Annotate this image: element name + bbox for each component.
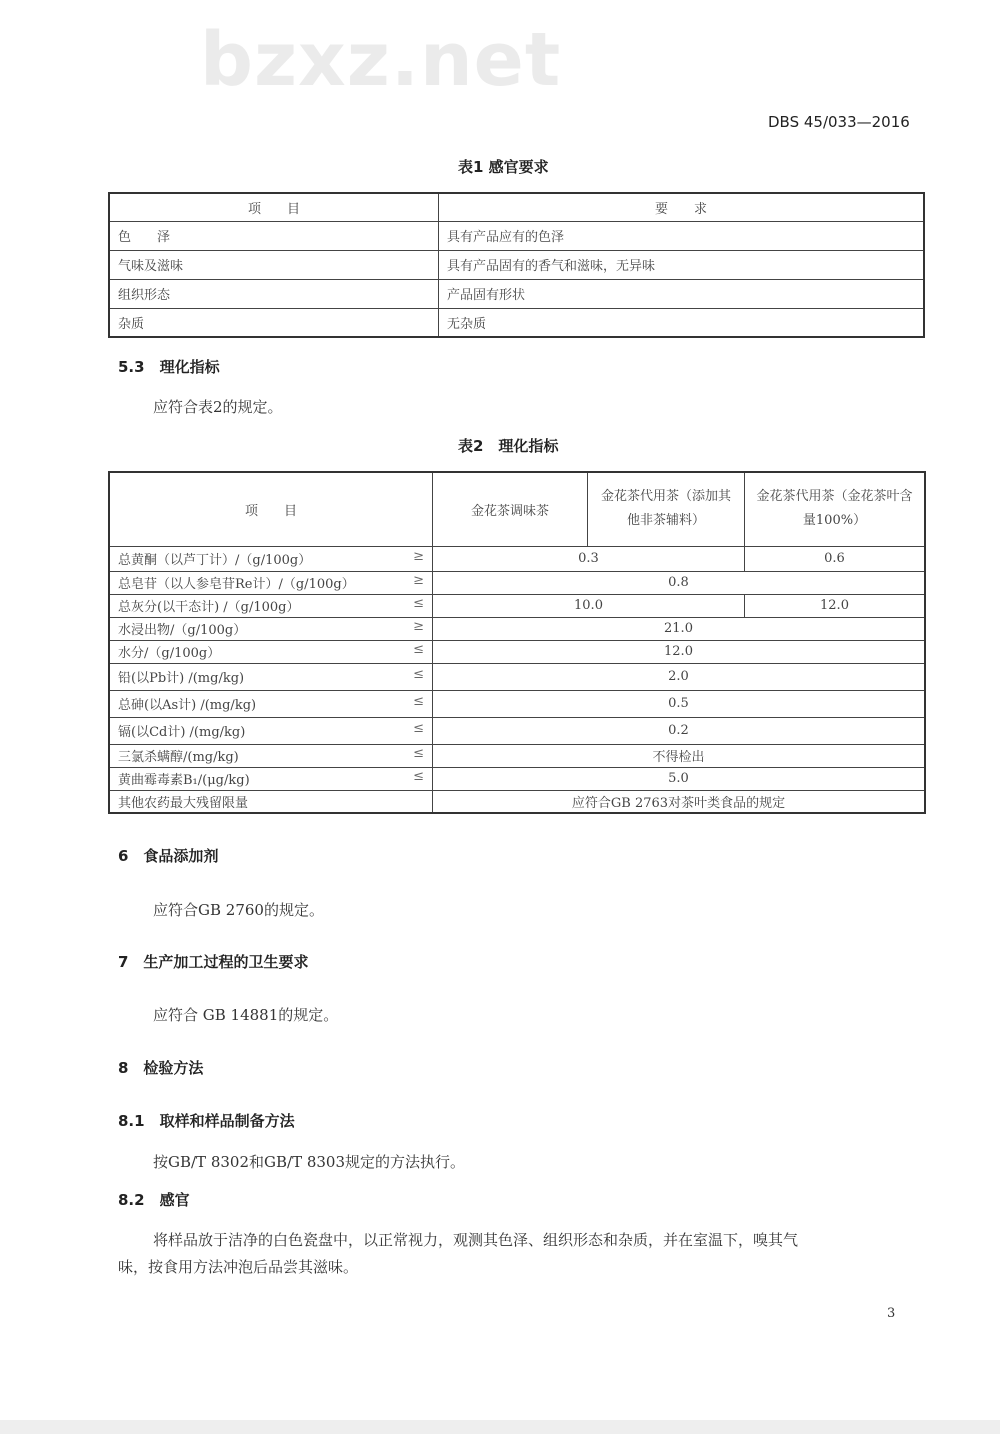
table2-value: 不得检出 [433, 744, 926, 767]
table2-row [109, 640, 925, 663]
table1-cell: 具有产品应有的色泽 [439, 221, 925, 250]
section-5-3-text: 应符合表2的规定。 [153, 398, 283, 416]
item-label: 黄曲霉毒素B₁/(μg/kg) [118, 773, 250, 788]
table1-title: 表1 感官要求 [458, 158, 549, 176]
table2-value: 0.6 [745, 546, 926, 571]
comparison-sign: ≤ [413, 667, 424, 682]
item-label: 总砷(以As计) /(mg/kg) [118, 698, 257, 713]
table1-cell: 具有产品固有的香气和滋味，无异味 [439, 250, 925, 279]
table2-row [109, 690, 925, 717]
table2-value: 10.0 [433, 594, 745, 617]
section-7-text: 应符合 GB 14881的规定。 [153, 1006, 339, 1024]
table2-row [109, 663, 925, 690]
table2-item [109, 546, 433, 571]
watermark: bzxz.net [200, 17, 562, 103]
doc-code: DBS 45/033—2016 [768, 113, 910, 131]
table2-header: 金花茶代用茶（添加其他非茶辅料） [588, 472, 745, 546]
table2-item [109, 790, 433, 813]
table2-item [109, 690, 433, 717]
table2-item [109, 640, 433, 663]
comparison-sign: ≥ [413, 573, 424, 588]
item-label: 水浸出物/（g/100g） [118, 623, 247, 638]
item-label: 镉(以Cd计) /(mg/kg) [118, 725, 246, 740]
section-8-2-heading: 8.2 感官 [118, 1191, 190, 1209]
table2-row [109, 571, 925, 594]
table1-header: 项 目 [109, 193, 439, 221]
table1-cell: 无杂质 [439, 308, 925, 337]
table2-value: 5.0 [433, 767, 926, 790]
table2-value: 0.8 [433, 571, 926, 594]
table2-header: 项 目 [109, 472, 433, 546]
table2-row [109, 617, 925, 640]
table2-row [109, 744, 925, 767]
comparison-sign: ≤ [413, 769, 424, 784]
section-8-2-text-cont: 味，按食用方法冲泡后品尝其滋味。 [118, 1258, 359, 1276]
item-label: 其他农药最大残留限量 [118, 795, 249, 811]
table2-value: 应符合GB 2763对茶叶类食品的规定 [433, 790, 926, 813]
table2-row [109, 717, 925, 744]
table2-row [109, 790, 925, 813]
table2-value: 0.2 [433, 717, 926, 744]
section-6-heading: 6 食品添加剂 [118, 847, 219, 865]
table2-value: 0.5 [433, 690, 926, 717]
table1-cell: 产品固有形状 [439, 279, 925, 308]
bottom-bar [0, 1420, 1000, 1434]
section-6-text: 应符合GB 2760的规定。 [153, 901, 324, 919]
table2-row [109, 546, 925, 571]
section-8-2-text: 将样品放于洁净的白色瓷盘中，以正常视力，观测其色泽、组织形态和杂质，并在室温下，嗅其气 [153, 1231, 799, 1249]
section-8-1-text: 按GB/T 8302和GB/T 8303规定的方法执行。 [153, 1153, 466, 1171]
table2-item [109, 617, 433, 640]
table2-value: 2.0 [433, 663, 926, 690]
item-label: 总黄酮（以芦丁计）/（g/100g） [118, 553, 312, 568]
table2-item [109, 717, 433, 744]
table1-cell: 气味及滋味 [109, 250, 439, 279]
table1 [108, 192, 925, 338]
table2-header: 金花茶调味茶 [433, 472, 588, 546]
table2-row [109, 594, 925, 617]
table1-cell: 组织形态 [109, 279, 439, 308]
table2-value: 21.0 [433, 617, 926, 640]
table1-cell: 色 泽 [109, 221, 439, 250]
comparison-sign: ≥ [413, 549, 424, 564]
table2-item [109, 571, 433, 594]
table1-cell: 杂质 [109, 308, 439, 337]
section-7-heading: 7 生产加工过程的卫生要求 [118, 953, 309, 971]
table2-item [109, 767, 433, 790]
table2-header: 金花茶代用茶（金花茶叶含量100%） [745, 472, 926, 546]
section-8-heading: 8 检验方法 [118, 1059, 204, 1077]
comparison-sign: ≤ [413, 642, 424, 657]
item-label: 铅(以Pb计) /(mg/kg) [118, 671, 245, 686]
table2-title: 表2 理化指标 [458, 437, 559, 455]
comparison-sign: ≤ [413, 746, 424, 761]
comparison-sign: ≤ [413, 596, 424, 611]
table1-header: 要 求 [439, 193, 925, 221]
table2-row [109, 767, 925, 790]
table2-item [109, 663, 433, 690]
comparison-sign: ≥ [413, 619, 424, 634]
table2-value: 12.0 [433, 640, 926, 663]
table2-value: 0.3 [433, 546, 745, 571]
comparison-sign: ≤ [413, 694, 424, 709]
section-5-3-heading: 5.3 理化指标 [118, 358, 220, 376]
section-8-1-heading: 8.1 取样和样品制备方法 [118, 1112, 295, 1130]
table2 [108, 471, 926, 814]
table2-value: 12.0 [745, 594, 926, 617]
comparison-sign: ≤ [413, 721, 424, 736]
item-label: 水分/（g/100g） [118, 646, 221, 661]
item-label: 总灰分(以干态计) /（g/100g） [118, 600, 300, 615]
item-label: 三氯杀螨醇/(mg/kg) [118, 750, 239, 765]
page-number: 3 [887, 1306, 896, 1321]
table2-item [109, 744, 433, 767]
table2-item [109, 594, 433, 617]
item-label: 总皂苷（以人参皂苷Re计）/（g/100g） [118, 577, 355, 592]
